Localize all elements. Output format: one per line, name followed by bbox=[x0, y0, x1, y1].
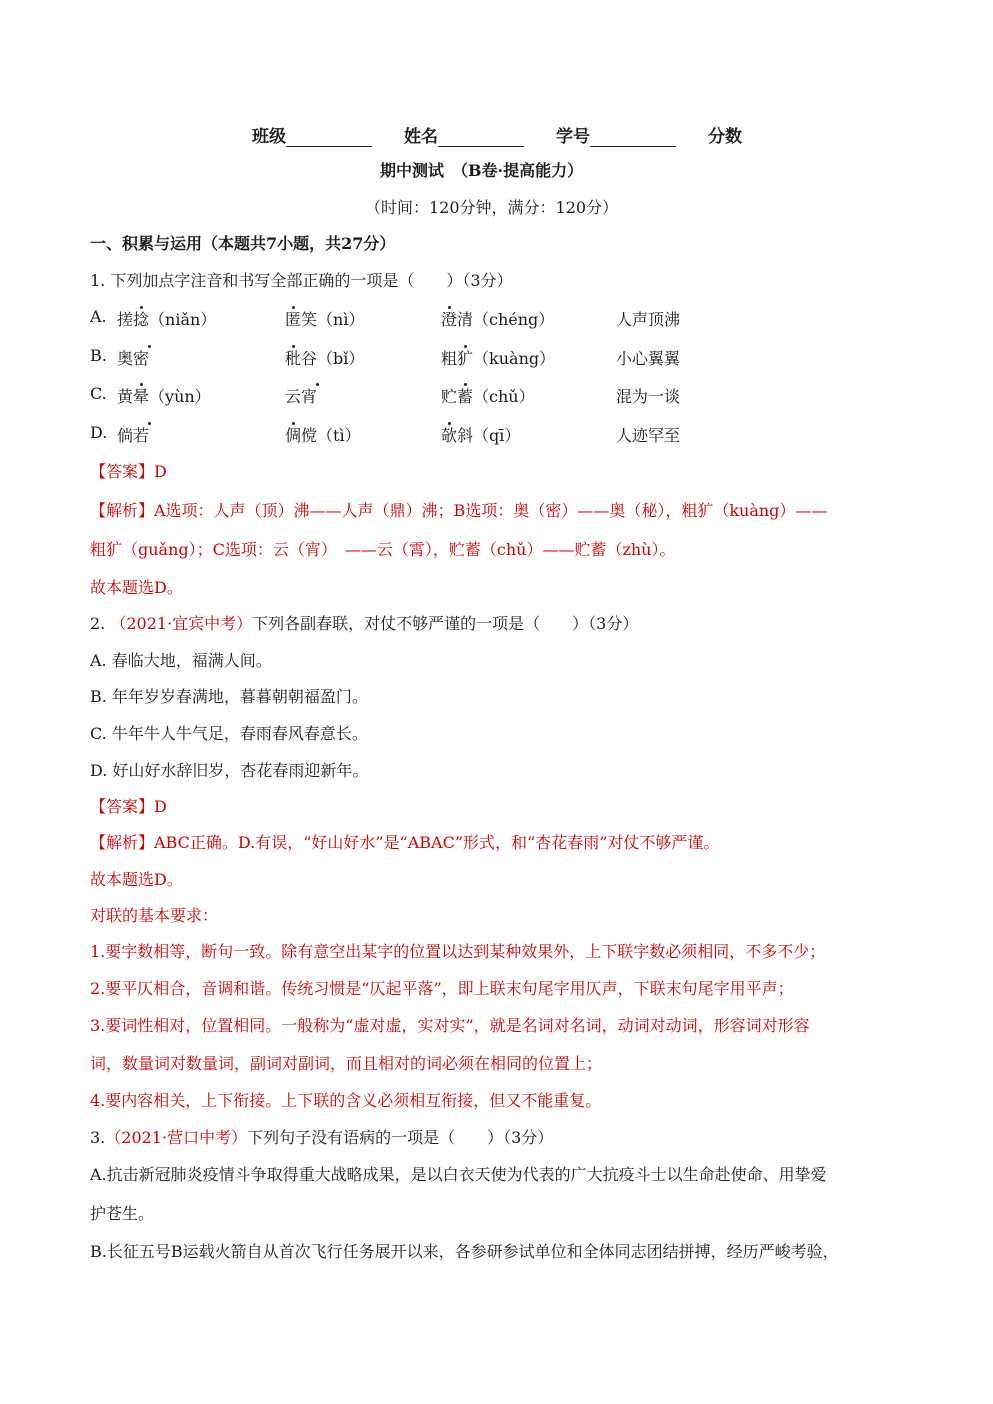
q1-option-word bbox=[117, 346, 149, 369]
q1-option-idiom: 人声顶沸 bbox=[616, 310, 681, 329]
q1-option-word bbox=[285, 346, 364, 369]
q3-source: （2021·营口中考） bbox=[105, 1128, 248, 1147]
q3-number: 3. bbox=[90, 1128, 106, 1147]
q2-conclusion: 故本题选D。 bbox=[90, 870, 183, 889]
q2-stem: 下列各副春联，对仗不够严谨的一项是（ ）（3分） bbox=[252, 614, 639, 633]
dotted-char: 匿 bbox=[285, 310, 302, 329]
q1-option-word bbox=[441, 346, 555, 369]
dotted-char: 捻 bbox=[133, 310, 150, 329]
q1-option-word bbox=[441, 384, 535, 407]
word-part: 傥（tì） bbox=[301, 426, 361, 445]
time-info: （时间：120分钟，满分：120分） bbox=[365, 198, 619, 217]
q1-option-label: C. bbox=[90, 384, 107, 403]
q2-rule-3a: 3.要词性相对，位置相同。一般称为“虚对虚，实对实”，就是名词对名词，动词对动词，形容词对形容 bbox=[90, 1016, 810, 1035]
q2-stem-line bbox=[90, 611, 638, 634]
q1-option-word bbox=[285, 307, 364, 330]
word-part: 奥密 bbox=[117, 349, 150, 368]
word-part: （chǔ） bbox=[473, 387, 535, 406]
q1-analysis-line1: 【解析】A选项：人声（顶）沸——人声（鼎）沸；B选项：奥（密）——奥（秘），粗犷（kuàng）—— bbox=[90, 501, 828, 520]
q1-stem: 1. 下列加点字注音和书写全部正确的一项是（ ）（3分） bbox=[90, 271, 513, 290]
q2-option-d: D. 好山好水辞旧岁，杏花春雨迎新年。 bbox=[90, 761, 369, 780]
q1-conclusion: 故本题选D。 bbox=[90, 578, 183, 597]
q3-option-a-line2: 护苍生。 bbox=[90, 1204, 155, 1223]
section-title: 一、积累与运用（本题共7小题，共27分） bbox=[90, 234, 396, 253]
q1-analysis-line2: 粗犷（guǎng）；C选项：云（宵） ——云（霄），贮蓄（chǔ）——贮蓄（zhù）。 bbox=[90, 540, 676, 559]
word-part: （kuàng） bbox=[473, 349, 556, 368]
word-part: 笑（nì） bbox=[301, 310, 365, 329]
q1-option-idiom: 混为一谈 bbox=[616, 387, 681, 406]
word-part: （niǎn） bbox=[149, 310, 217, 329]
word-part: 倘若 bbox=[117, 426, 150, 445]
q1-option-idiom: 人迹罕至 bbox=[616, 426, 681, 445]
q3-option-b-line1: B.长征五号B运载火箭自从首次飞行任务展开以来，各参研参试单位和全体同志团结拼搏，经历严峻考验， bbox=[90, 1242, 839, 1261]
word-part: 清（chéng） bbox=[457, 310, 555, 329]
id-blank[interactable] bbox=[590, 128, 676, 147]
q2-option-a: A. 春临大地，福满人间。 bbox=[90, 651, 272, 670]
q2-option-c: C. 牛年牛人牛气足，春雨春风春意长。 bbox=[90, 724, 368, 743]
word-part: 云宵 bbox=[285, 387, 318, 406]
q2-option-b: B. 年年岁岁春满地，暮暮朝朝福盈门。 bbox=[90, 687, 368, 706]
word-part: 黄 bbox=[117, 387, 134, 406]
q2-rules-title: 对联的基本要求： bbox=[90, 906, 219, 925]
q2-source: （2021·宜宾中考） bbox=[110, 614, 253, 633]
dotted-char: 蓄 bbox=[457, 387, 474, 406]
q3-stem-line bbox=[90, 1125, 553, 1148]
q2-rule-2: 2.要平仄相合，音调和谐。传统习惯是“仄起平落”，即上联末句尾字用仄声，下联末句尾字用平声； bbox=[90, 979, 794, 998]
q1-option-word bbox=[117, 423, 149, 446]
word-part: 贮 bbox=[441, 387, 458, 406]
q1-option-word bbox=[441, 423, 520, 446]
q1-option-idiom: 小心翼翼 bbox=[616, 349, 681, 368]
q1-option-word bbox=[285, 384, 317, 407]
q2-analysis: 【解析】ABC正确。D.有误，“好山好水”是“ABAC”形式，和“杏花春雨”对仗不够严谨。 bbox=[90, 833, 720, 852]
q1-option-word bbox=[441, 307, 554, 330]
dotted-char: 秕 bbox=[285, 349, 302, 368]
q1-option-label: D. bbox=[90, 423, 108, 442]
name-blank[interactable] bbox=[438, 128, 524, 147]
class-blank[interactable] bbox=[286, 128, 372, 147]
dotted-char: 澄 bbox=[441, 310, 458, 329]
student-info-line bbox=[252, 122, 742, 147]
word-part: 搓 bbox=[117, 310, 134, 329]
word-part: 谷（bǐ） bbox=[301, 349, 365, 368]
q2-rule-3b: 词，数量词对数量词，副词对副词，而且相对的词必须在相同的位置上； bbox=[90, 1054, 603, 1073]
q1-option-label: A. bbox=[90, 307, 107, 326]
q1-option-word bbox=[117, 384, 211, 407]
dotted-char: 犷 bbox=[457, 349, 474, 368]
q1-answer: 【答案】D bbox=[90, 462, 167, 481]
page-title: 期中测试 （B卷·提高能力） bbox=[380, 161, 584, 180]
dotted-char: 欹 bbox=[441, 426, 458, 445]
q2-rule-1: 1.要字数相等，断句一致。除有意空出某字的位置以达到某种效果外，上下联字数必须相同，不多不少； bbox=[90, 942, 826, 961]
score-label: 分数 bbox=[708, 127, 742, 147]
name-label: 姓名 bbox=[404, 127, 438, 147]
class-label: 班级 bbox=[252, 127, 286, 147]
q2-answer: 【答案】D bbox=[90, 797, 167, 816]
word-part: （yùn） bbox=[149, 387, 211, 406]
id-label: 学号 bbox=[556, 127, 590, 147]
q1-option-label: B. bbox=[90, 346, 107, 365]
q1-option-word bbox=[117, 307, 216, 330]
word-part: 斜（qī） bbox=[457, 426, 521, 445]
q3-stem: 下列句子没有语病的一项是（ ）（3分） bbox=[247, 1128, 554, 1147]
word-part: 粗 bbox=[441, 349, 458, 368]
q2-rule-4: 4.要内容相关，上下衔接。上下联的含义必须相互衔接，但又不能重复。 bbox=[90, 1091, 602, 1110]
dotted-char: 倜 bbox=[285, 426, 302, 445]
dotted-char: 晕 bbox=[133, 387, 150, 406]
q2-number: 2. bbox=[90, 614, 106, 633]
q3-option-a-line1: A.抗击新冠肺炎疫情斗争取得重大战略成果，是以白衣天使为代表的广大抗疫斗士以生命赴使命、用挚爱 bbox=[90, 1165, 827, 1184]
q1-option-word bbox=[285, 423, 361, 446]
